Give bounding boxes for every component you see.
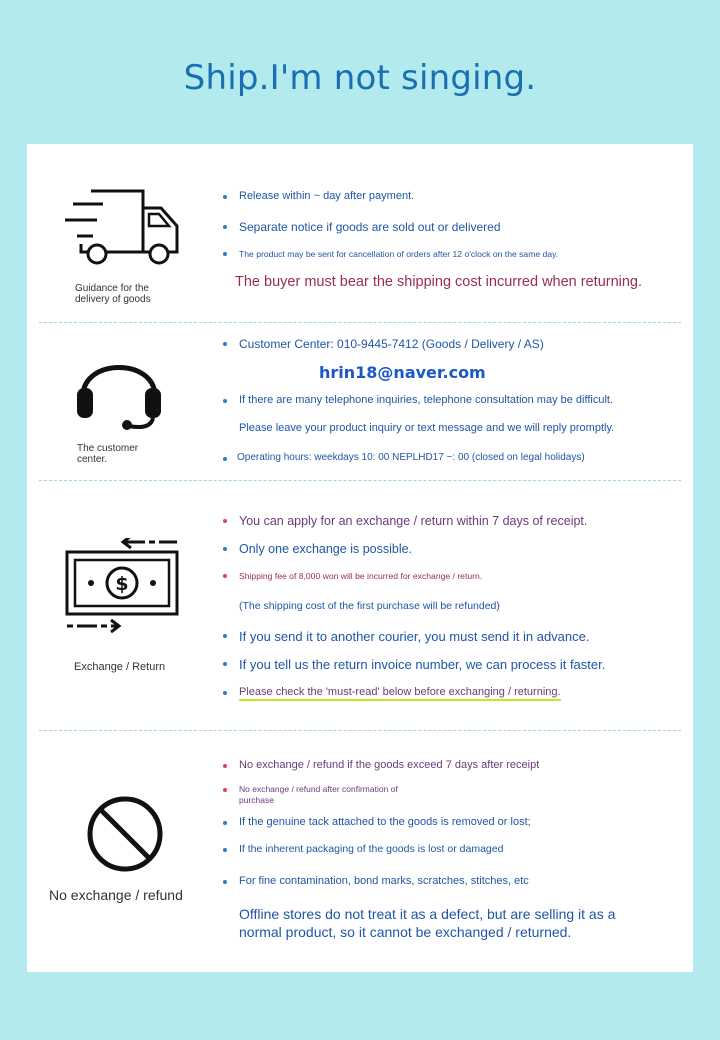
bullet-dot — [223, 848, 227, 852]
bullet-dot — [223, 457, 227, 461]
customer-label-line2: center. — [77, 454, 108, 465]
delivery-icon-label — [75, 283, 151, 305]
list-item-text: If you tell us the return invoice number, we can process it faster. — [239, 657, 606, 672]
phone-text: Customer Center: 010-9445-7412 (Goods / Delivery / AS) — [239, 337, 544, 351]
must-read-text: Please check the 'must-read' below before exchanging / returning. — [239, 686, 561, 701]
money-exchange-icon — [65, 538, 181, 634]
list-item — [223, 784, 398, 806]
exchange-icon-label: Exchange / Return — [74, 661, 166, 673]
list-item — [223, 190, 414, 202]
bullet-dot — [223, 764, 227, 768]
list-item-text — [239, 784, 398, 806]
headset-icon — [73, 348, 165, 432]
bullet-dot — [223, 195, 227, 199]
refund-note-text: (The shipping cost of the first purchase will be refunded) — [239, 600, 500, 612]
list-item — [223, 571, 482, 581]
bullet-dot — [223, 788, 227, 792]
list-item-line2: purchase — [239, 795, 274, 805]
shipping-cost-warning — [235, 274, 642, 290]
bullet-dot — [223, 252, 227, 256]
delivery-truck-icon — [63, 186, 183, 266]
exchange-section — [27, 482, 693, 730]
bullet-dot — [223, 519, 227, 523]
list-item — [223, 759, 539, 771]
bullet-dot — [223, 662, 227, 666]
delivery-label-line1: Guidance for the — [75, 283, 149, 294]
bullet-dot — [223, 547, 227, 551]
customer-center-icon-label — [77, 443, 138, 465]
customer-phone — [223, 337, 544, 351]
list-item — [223, 843, 503, 855]
list-item-text: Release within ~ day after payment. — [239, 190, 415, 202]
list-item — [223, 394, 613, 406]
list-item-text: Separate notice if goods are sold out or delivered — [239, 220, 501, 234]
list-item — [223, 875, 529, 887]
list-item-text: If the genuine tack attached to the goods is removed or lost; — [239, 816, 531, 828]
bullet-dot — [223, 691, 227, 695]
offline-store-note — [239, 905, 659, 941]
bullet-dot — [223, 821, 227, 825]
list-item-text: If the inherent packaging of the goods is lost or damaged — [239, 843, 504, 855]
list-item-line1: No exchange / refund after confirmation of — [239, 784, 398, 794]
email-link[interactable]: hrin18@naver.com — [319, 363, 486, 382]
customer-label-line1: The customer — [77, 443, 139, 454]
list-item-text: Shipping fee of 8,000 won will be incurred for exchange / return. — [239, 571, 483, 581]
must-read-notice — [223, 686, 561, 701]
section-divider — [39, 480, 681, 481]
prohibited-icon — [85, 794, 165, 874]
delivery-label-line2: delivery of goods — [75, 294, 151, 305]
customer-center-section — [27, 324, 693, 480]
bullet-dot — [223, 574, 227, 578]
list-item-text: You can apply for an exchange / return within 7 days of receipt. — [239, 514, 588, 528]
inquiry-note — [239, 422, 614, 434]
hours-text: Operating hours: weekdays 10: 00 NEPLHD17 ~: 00 (closed on legal holidays) — [237, 452, 585, 463]
list-item — [223, 816, 531, 828]
operating-hours — [223, 452, 585, 463]
bullet-dot — [223, 225, 227, 229]
no-refund-icon-label: No exchange / refund — [49, 887, 183, 903]
list-item — [223, 542, 412, 556]
bullet-dot — [223, 399, 227, 403]
list-item — [223, 220, 501, 234]
inquiry-note-text: Please leave your product inquiry or text message and we will reply promptly. — [239, 422, 615, 434]
list-item-text: For fine contamination, bond marks, scratches, stitches, etc — [239, 875, 529, 887]
svg-text:$: $ — [115, 573, 129, 595]
list-item-text: If you send it to another courier, you must send it in advance. — [239, 629, 590, 644]
section-divider — [39, 322, 681, 323]
list-item — [223, 249, 558, 259]
list-item-text: The product may be sent for cancellation of orders after 12 o'clock on the same day. — [239, 249, 559, 259]
list-item-text: If there are many telephone inquiries, telephone consultation may be difficult. — [239, 394, 614, 406]
list-item — [223, 629, 589, 644]
no-refund-section — [27, 732, 693, 972]
warning-text: The buyer must bear the shipping cost incurred when returning. — [235, 274, 643, 290]
list-item — [223, 657, 605, 672]
delivery-section — [27, 144, 693, 324]
bullet-dot — [223, 634, 227, 638]
offline-note-line2: normal product, so it cannot be exchanged / returned. — [239, 924, 572, 940]
page-title: Ship.I'm not singing. — [183, 58, 537, 98]
list-item-text: Only one exchange is possible. — [239, 542, 413, 556]
info-panel — [27, 144, 693, 972]
section-divider — [39, 730, 681, 731]
bullet-dot — [223, 342, 227, 346]
list-item — [223, 514, 587, 528]
offline-note-line1: Offline stores do not treat it as a defect, but are selling it as a — [239, 906, 616, 922]
refund-note — [239, 600, 500, 612]
bullet-dot — [223, 880, 227, 884]
list-item-text: No exchange / refund if the goods exceed 7 days after receipt — [239, 759, 540, 771]
